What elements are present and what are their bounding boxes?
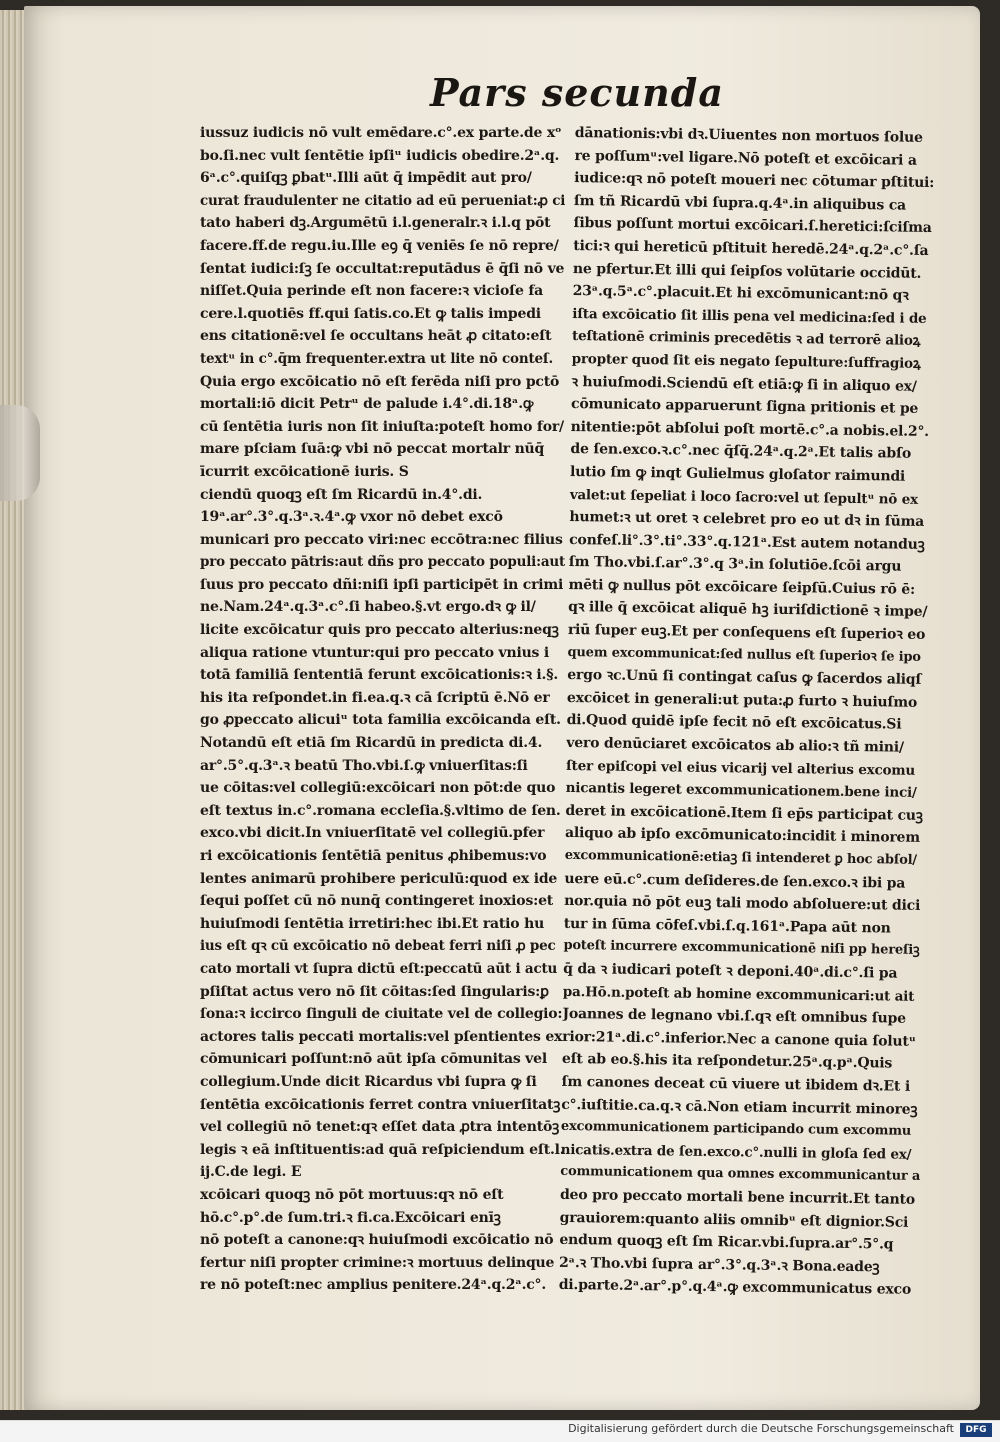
text-line: propter quod ſit eis negato ſepulture:ſuffragioꝝ <box>571 350 921 372</box>
text-line: 19ᵃ.ar°.3°.q.3ᵃ.ꝛ.4ᵃ.ꝙ vxor nō debet excō <box>200 509 503 526</box>
text-line: excommunicationem participando cum excommu <box>560 1119 912 1139</box>
text-line: curat fraudulenter ne citatio ad eū perueniat:ꝓ ci <box>200 192 565 209</box>
text-line: pro peccato pātris:aut dñs pro peccato populi:aut <box>200 554 565 571</box>
text-line: nicatis.extra de ſen.exco.c°.nulli in gloſa ſed ex/ <box>560 1141 912 1163</box>
text-line: teſtationē criminis precedētis ꝛ ad terrorē alioꝝ <box>571 328 921 350</box>
text-line: ſter epiſcopi vel eius vicarij vel alterius excomu <box>565 757 916 779</box>
text-line: iussuz iudicis nō vult emēdare.c°.ex parte.de xᵒ <box>200 125 562 141</box>
text-line: excommunicationē:etiaꝫ ſi intenderet ꝑ hoc abſol/ <box>564 847 918 868</box>
text-line: niſſet.Quia perinde eſt non facere:ꝛ vicioſe fa <box>200 283 544 300</box>
text-line: ſm Tho.vbi.ſ.ar°.3°.q 3ᵃ.in ſolutiōe.ſcōi argu <box>568 554 902 575</box>
text-line: huiuſmodi ſentētia irretiri:hec ibi.Et ratio hu <box>200 915 545 932</box>
text-line: cū ſentētia iuris non ſit iniuſta:poteſt homo for/ <box>200 418 564 435</box>
text-line: deret in excōicationē.Item ſi ep̄s participat cuꝫ <box>565 802 923 824</box>
text-line: ne pfertur.Et illi qui ſeipſos volūtarie occidūt. <box>572 260 922 282</box>
text-line: nō poteſt a canone:qꝛ huiuſmodi excōicatio nō <box>200 1232 554 1249</box>
text-line: xcōicari quoqꝫ nō pōt mortuus:qꝛ nō eſt <box>200 1186 504 1203</box>
text-line: riū ſuper euꝫ.Et per conſequens eſt ſuperioꝛ eo <box>567 622 926 644</box>
text-line: iudice:qꝛ nō poteſt moueri nec cōtumar pſtitui: <box>574 170 935 192</box>
text-line: valet:ut ſepeliat i loco ſacro:vel ut ſepultᵘ nō ex <box>569 486 919 508</box>
text-line: legis ꝛ eā inſtituentis:ad quā reſpiciendum eſt.l. <box>200 1141 565 1158</box>
text-line: rior:21ᵃ.di.c°.inferior.Nec a canone quia ſolutᵘ <box>562 1028 916 1050</box>
text-line: cere.l.quotiēs ff.qui ſatis.co.Et ꝙ talis impedi <box>200 305 541 322</box>
text-line: dānationis:vbi dꝛ.Uiuentes non mortuos ſolue <box>574 124 923 146</box>
text-line: licite excōicatur quis pro peccato alterius:neqꝫ <box>200 622 559 639</box>
footer-credit: Digitalisierung gefördert durch die Deutsche Forschungsgemeinschaft <box>568 1422 954 1435</box>
text-line: fertur niſi propter crimine:ꝛ mortuus delinque <box>200 1254 555 1271</box>
text-line: poteſt incurrere excommunicationē niſi pp hereſiꝫ <box>563 938 920 959</box>
text-line: ſm tñ Ricardū vbi ſupra.q.4ᵃ.in aliquibus ca <box>573 192 907 214</box>
text-line: nicantis legeret excommunicationem.bene inci/ <box>565 780 917 802</box>
text-line: aliqua ratione vtuntur:qui pro peccato vnius i <box>200 644 550 661</box>
text-line: hō.c°.p°.de ſum.tri.ꝛ fi.ca.Excōicari enīꝫ <box>200 1209 501 1226</box>
text-line: his ita reſpondet.in fi.ea.q.ꝛ cā ſcriptū ē.Nō er <box>200 689 550 706</box>
text-line: ſibus poſſunt mortui excōicari.ſ.heretici:ſciſma <box>573 215 932 237</box>
text-line: cato mortali vt ſupra dictū eſt:peccatū aūt i actu <box>200 960 558 977</box>
right-text-column <box>559 122 935 1302</box>
text-line: īcurrit excōicationē iuris. S <box>200 463 409 480</box>
text-line: municari pro peccato viri:nec eccōtra:nec filius <box>200 531 563 548</box>
text-line: ergo ꝛc.Unū ſi contingat caſus ꝙ ſacerdos aliqſ <box>567 667 922 689</box>
text-line: ar°.5°.q.3ᵃ.ꝛ beatū Tho.vbi.ſ.ꝙ vniuerſitas:ſi <box>200 757 528 774</box>
text-line: nor.quia nō pōt euꝫ tali modo abſoluere:ut dici <box>564 893 921 915</box>
text-line: lentes animarū prohibere periculū:quod ex ide <box>200 870 558 887</box>
text-line: ue cōitas:vel collegiū:excōicari non pōt:de quo <box>200 780 556 797</box>
text-line: ſequi poſſet cū nō nunq̄ contingeret inoxios:et <box>200 893 554 910</box>
text-line: communicationem qua omnes excommunicantur a <box>560 1164 921 1185</box>
text-line: cōmunicari poſſunt:nō aūt ipſa cōmunitas vel <box>200 1051 547 1068</box>
text-line: ne.Nam.24ᵃ.q.3ᵃ.c°.ſi habeo.§.vt ergo.dꝛ ꝙ il/ <box>200 599 536 616</box>
text-line: vel collegiū nō tenet:qꝛ eſſet data ꝓtra intentōꝫ <box>200 1119 560 1136</box>
text-line: di.parte.2ᵃ.ar°.p°.q.4ᵃ.ꝙ excommunicatus exco <box>558 1277 912 1299</box>
text-line: Quia ergo excōicatio nō eſt ferēda niſi pro pctō <box>200 373 560 390</box>
running-head: Pars secunda <box>430 70 724 115</box>
text-line: bo.ſi.nec vult ſentētie ipſiᵘ iudicis obedire.2ᵃ.q. <box>200 147 560 164</box>
text-line: actores talis peccati mortalis:vel pſentientes ex <box>200 1028 563 1045</box>
text-line: excōicet in generali:ut puta:ꝓ furto ꝛ huiuſmo <box>566 689 918 711</box>
text-line: qꝛ ille q̄ excōicat aliquē hꝫ iuriſdictionē ꝛ impe/ <box>568 599 928 621</box>
text-line: totā familiā ſententiā ferunt excōicationis:ꝛ i.§. <box>200 667 559 684</box>
text-line: 2ᵃ.ꝛ Tho.vbi ſupra ar°.3°.q.3ᵃ.ꝛ Bona.eadeꝫ <box>558 1254 880 1276</box>
text-line: ſuus pro peccato dñi:niſi ipſi participēt in crimi <box>200 576 564 593</box>
text-line: collegium.Unde dicit Ricardus vbi ſupra ꝙ ſi <box>200 1073 537 1090</box>
text-line: Notandū eſt etiā ſm Ricardū in predicta di.4. <box>200 735 543 752</box>
text-line: re poſſumᵘ:vel ligare.Nō poteſt et excōicari a <box>574 147 917 169</box>
text-line: grauiorem:quanto aliis omnibᵘ eſt dignior.Sci <box>559 1209 909 1231</box>
text-line: ꝛ huiuſmodi.Sciendū eſt etiā:ꝙ ſi in aliquo ex/ <box>571 373 917 395</box>
text-line: 6ᵃ.c°.quiſqꝫ ꝑbatᵘ.Illi aūt q̄ impēdit aut pro/ <box>200 170 532 187</box>
text-line: lutio ſm ꝙ inqt Gulielmus gloſator raimundi <box>570 463 906 485</box>
page-clip <box>0 405 40 501</box>
text-line: ciendū quoqꝫ eſt ſm Ricardū in.4°.di. <box>200 486 483 503</box>
text-line: c°.iuſtitie.ca.q.ꝛ cā.Non etiam incurrit minoreꝫ <box>561 1096 918 1118</box>
text-line: humet:ꝛ ut oret ꝛ celebret pro eo ut dꝛ in ſūma <box>569 509 925 531</box>
text-line: tici:ꝛ qui hereticū pſtituit heredē.24ᵃ.q.2ᵃ.c°.ſa <box>573 237 929 259</box>
text-line: mortali:iō dicit Petrᵘ de palude i.4°.di.18ᵃ.ꝙ <box>200 396 534 413</box>
text-line: eſt ab eo.§.his ita reſpondetur.25ᵃ.q.pᵃ.Quis <box>561 1051 893 1072</box>
text-line: 23ᵃ.q.5ᵃ.c°.placuit.Et hi excōmunicant:nō qꝛ <box>572 283 909 304</box>
text-line: exco.vbi dicit.In vniuerſitatē vel collegiū.pfer <box>200 825 545 842</box>
text-line: de ſen.exco.ꝛ.c°.nec q̄ſq̄.24ᵃ.q.2ᵃ.Et talis abſo <box>570 441 912 463</box>
text-line: endum quoqꝫ eſt ſm Ricar.vbi.ſupra.ar°.5°.q <box>559 1231 894 1253</box>
text-line: iſta excōicatio ſit illis pena vel medicina:ſed i de <box>572 305 927 327</box>
text-line: tur in ſūma cōfeſ.vbi.ſ.q.161ᵃ.Papa aūt non <box>563 915 891 937</box>
text-line: ſm canones deceat cū viuere ut ibidem dꝛ.Et i <box>561 1073 911 1095</box>
text-line: pſiſtat actus vero nō ſit cōitas:ſed ſingularis:ꝑ <box>200 983 549 1000</box>
text-line: vero denūciaret excōicatos ab alio:ꝛ tñ mini/ <box>566 734 904 756</box>
text-line: uere eū.c°.cum deſideres.de ſen.exco.ꝛ ibi pa <box>564 870 906 892</box>
text-line: go ꝓpeccato alicuiᵘ tota familia excōicanda eſt. <box>200 712 561 729</box>
text-line: nitentie:pōt abſolui poſt mortē.c°.a nobis.el.2°. <box>570 418 930 440</box>
text-line: ſentat iudici:ſꝫ ſe occultat:reputādus ē q̄ſi nō ve <box>200 260 565 277</box>
text-line: quem excommunicat:ſed nullus eſt ſuperioꝛ ſe ipo <box>567 644 921 665</box>
text-line: confeſ.li°.3°.ti°.33°.q.121ᵃ.Est autem notanduꝫ <box>569 531 925 553</box>
text-line: textᵘ in c°.q̄m frequenter.extra ut lite nō conteſ. <box>200 350 553 367</box>
text-line: Joannes de legnano vbi.ſ.qꝛ eſt omnibus ſupe <box>562 1006 906 1027</box>
left-text-column <box>200 122 565 1297</box>
text-line: ſentētia excōicationis ferret contra vniuerſitatꝫ <box>200 1096 561 1113</box>
text-line: mēti ꝙ nullus pōt excōicare ſeipſū.Cuius rō ē: <box>568 576 916 598</box>
text-line: di.Quod quidē ipſe fecit nō eſt excōicatus.Si <box>566 712 902 734</box>
text-line: ius eſt qꝛ cū excōicatio nō debeat ferri niſi ꝓ pec <box>200 938 556 955</box>
text-line: mare pſciam ſuā:ꝙ vbi nō peccat mortalr nūq̄ <box>200 441 545 458</box>
text-line: ij.C.de legi. E <box>200 1164 302 1181</box>
text-line: aliquo ab ipſo excōmunicato:incidit i minorem <box>564 825 921 847</box>
text-line: ſona:ꝛ iccirco ſinguli de ciuitate vel de collegio: <box>200 1006 563 1023</box>
text-line: re nō poteſt:nec amplius penitere.24ᵃ.q.2ᵃ.c°. <box>200 1277 547 1294</box>
text-line: pa.Hō.n.poteſt ab homine excommunicari:ut ait <box>562 983 915 1005</box>
text-line: ri excōicationis ſentētiā penitus ꝓhibemus:vo <box>200 848 547 864</box>
text-line: tato haberi dꝫ.Argumētū i.l.generalr.ꝛ i.l.q pōt <box>200 215 551 232</box>
text-line: eſt textus in.c°.romana eccleſia.§.vltimo de ſen. <box>200 802 561 819</box>
text-line: cōmunicato apparuerunt ſigna pritionis et pe <box>570 396 919 417</box>
dfg-logo: DFG <box>960 1423 992 1437</box>
text-line: facere.ff.de regu.iu.Ille eꝯ q̄ veniēs ſe nō repre/ <box>200 237 559 254</box>
text-line: q̄ da ꝛ iudicari poteſt ꝛ deponi.40ᵃ.di.c°.ſi pa <box>563 960 898 982</box>
text-line: ens citationē:vel ſe occultans heāt ꝓ citato:eſt <box>200 328 552 345</box>
text-line: deo pro peccato mortali bene incurrit.Et tanto <box>559 1186 916 1208</box>
